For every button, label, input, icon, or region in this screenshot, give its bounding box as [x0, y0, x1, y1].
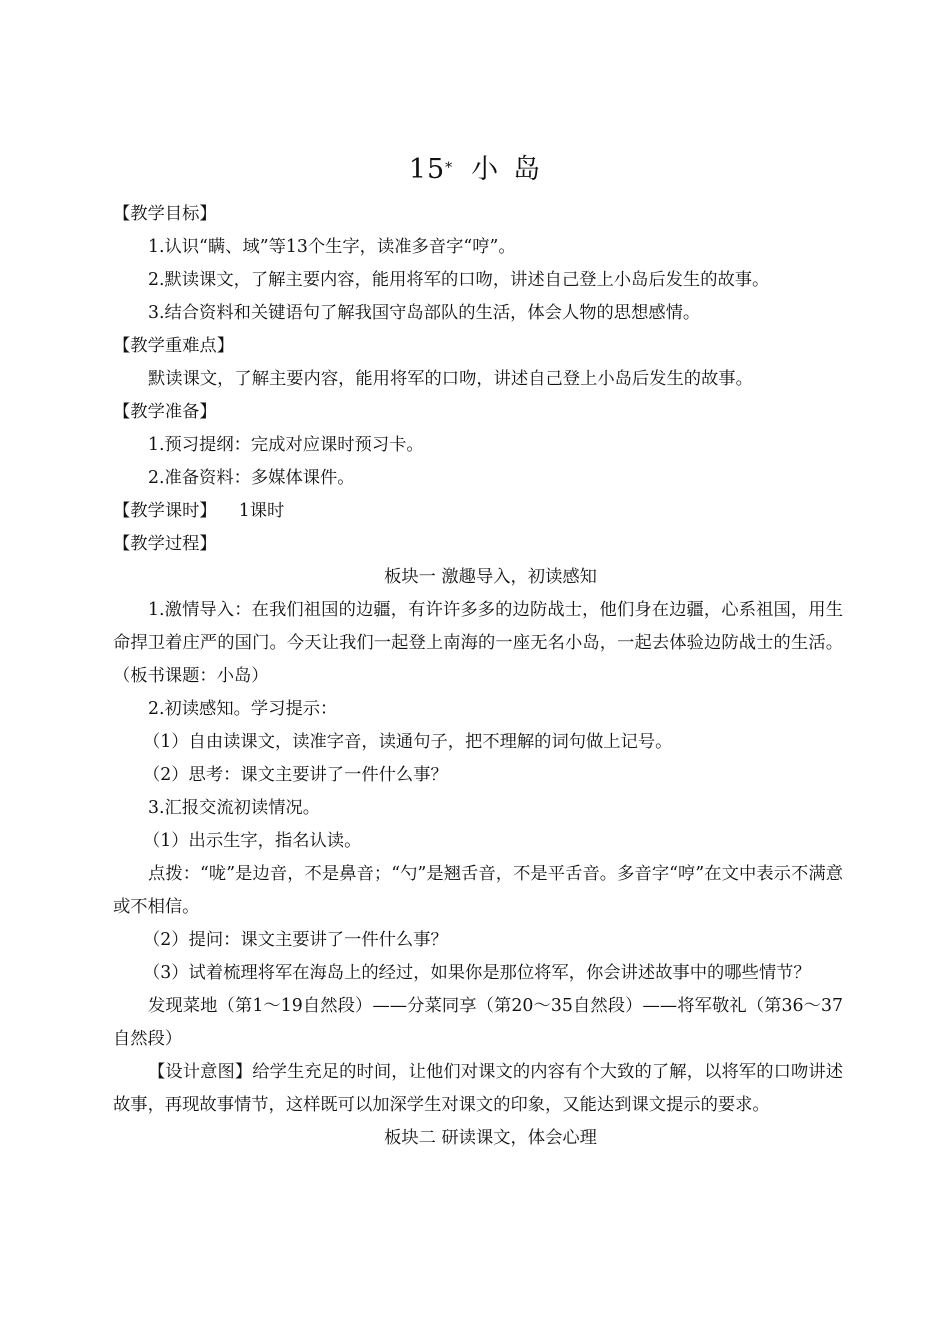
lesson-number: 15* [408, 154, 454, 185]
goals-heading: 【教学目标】 [113, 204, 217, 224]
document-body [113, 198, 843, 1155]
process-paragraph-3-2: （2）提问：课文主要讲了一件什么事？ [143, 930, 448, 950]
lesson-title [0, 150, 950, 190]
key-points-text: 默读课文，了解主要内容，能用将军的口吻，讲述自己登上小岛后发生的故事。 [148, 369, 753, 389]
preparation-heading: 【教学准备】 [113, 402, 217, 422]
process-paragraph-2: 2.初读感知。学习提示： [148, 699, 338, 719]
lesson-title-char-2: 岛 [513, 154, 542, 185]
preparation-item-1: 1.预习提纲：完成对应课时预习卡。 [148, 435, 424, 455]
class-hours-value: 1课时 [238, 501, 285, 521]
process-paragraph-3: 3.汇报交流初读情况。 [148, 798, 321, 818]
process-heading: 【教学过程】 [113, 534, 217, 554]
preparation-item-2: 2.准备资料：多媒体课件。 [148, 468, 355, 488]
design-intent: 【设计意图】给学生充足的时间，让他们对课文的内容有个大致的了解，以将军的口吻讲述故事，再现故事情节，这样既可以加深学生对课文的印象，又能达到课文提示的要求。 [113, 1062, 843, 1115]
process-tip: 点拨：“咙”是边音，不是鼻音；“勺”是翘舌音，不是平舌音。多音字“哼”在文中表示不满意或不相信。 [113, 864, 843, 917]
process-paragraph-3-3: （3）试着梳理将军在海岛上的经过，如果你是那位将军，你会讲述故事中的哪些情节？ [143, 963, 811, 983]
goal-item-2: 2.默读课文，了解主要内容，能用将军的口吻，讲述自己登上小岛后发生的故事。 [148, 270, 770, 290]
block-2-title: 板块二 研读课文，体会心理 [384, 1128, 597, 1148]
process-paragraph-2-1: （1）自由读课文，读准字音，读通句子，把不理解的词句做上记号。 [143, 732, 673, 752]
class-hours-heading: 【教学课时】 [113, 501, 217, 521]
key-points-heading: 【教学重难点】 [113, 336, 234, 356]
lesson-star-mark: * [445, 160, 454, 176]
lesson-title-char-1: 小 [471, 154, 500, 185]
story-outline: 发现菜地（第1～19自然段）——分菜同享（第20～35自然段）——将军敬礼（第36～37自然段） [113, 996, 843, 1049]
process-paragraph-3-1: （1）出示生字，指名认读。 [143, 831, 362, 851]
process-paragraph-1: 1.激情导入：在我们祖国的边疆，有许许多多的边防战士，他们身在边疆，心系祖国，用生命捍卫着庄严的国门。今天让我们一起登上南海的一座无名小岛，一起去体验边防战士的生活。（板书课题：小岛） [113, 600, 843, 686]
block-1-title: 板块一 激趣导入，初读感知 [384, 567, 597, 587]
class-hours-line [113, 495, 843, 528]
goal-item-3: 3.结合资料和关键语句了解我国守岛部队的生活，体会人物的思想感情。 [148, 303, 701, 323]
process-paragraph-2-2: （2）思考：课文主要讲了一件什么事？ [143, 765, 448, 785]
goal-item-1: 1.认识“瞒、域”等13个生字，读准多音字“哼”。 [148, 237, 516, 257]
